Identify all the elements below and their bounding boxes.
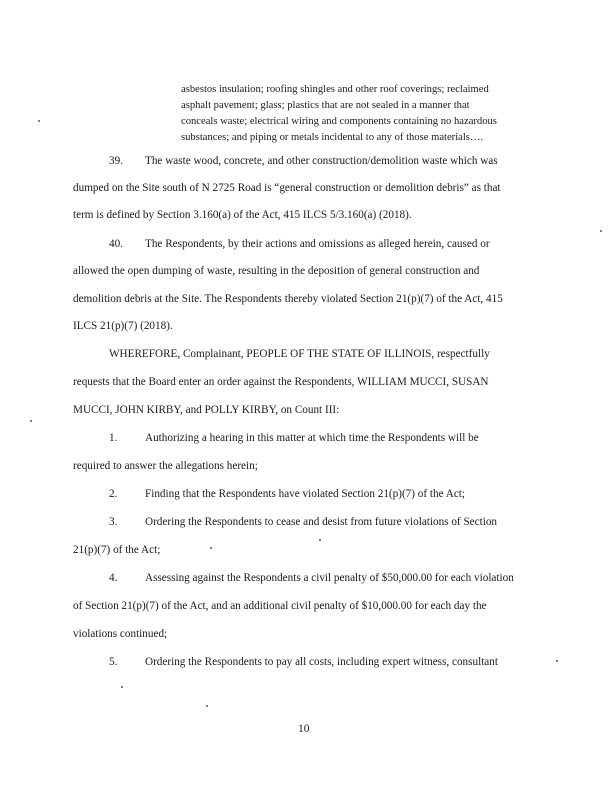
item-5-number: 5. [109,656,118,668]
item-3-number: 3. [109,516,118,528]
item-3-line: 21(p)(7) of the Act; [73,544,161,556]
scan-speck [206,705,208,707]
paragraph-39-line: dumped on the Site south of N 2725 Road is “general construction or demolition debris” as that [73,182,501,194]
item-2-line: Finding that the Respondents have violated Section 21(p)(7) of the Act; [145,488,466,500]
item-1-number: 1. [109,432,118,444]
quote-line: conceals waste; electrical wiring and components containing no hazardous [181,116,497,127]
paragraph-39-line: The waste wood, concrete, and other construction/demolition waste which was [145,155,498,167]
paragraph-40-line: demolition debris at the Site. The Respondents thereby violated Section 21(p)(7) of the Act, 415 [73,293,503,305]
scan-speck [38,120,40,122]
wherefore-line: MUCCI, JOHN KIRBY, and POLLY KIRBY, on Count III: [73,404,340,416]
item-1-line: required to answer the allegations herein; [73,460,258,472]
paragraph-39-number: 39. [109,155,123,167]
page-number: 10 [298,723,310,735]
scan-speck [30,420,32,422]
item-4-line: of Section 21(p)(7) of the Act, and an additional civil penalty of $10,000.00 for each day the [73,600,487,612]
paragraph-39-line: term is defined by Section 3.160(a) of the Act, 415 ILCS 5/3.160(a) (2018). [73,209,412,221]
item-2-number: 2. [109,488,118,500]
paragraph-40-line: ILCS 21(p)(7) (2018). [73,320,173,332]
paragraph-40-line: The Respondents, by their actions and omissions as alleged herein, caused or [145,238,490,250]
item-4-line: Assessing against the Respondents a civil penalty of $50,000.00 for each violation [145,572,514,584]
paragraph-40-number: 40. [109,238,123,250]
scan-speck [556,660,558,662]
wherefore-line: requests that the Board enter an order against the Respondents, WILLIAM MUCCI, SUSAN [73,376,489,388]
item-4-line: violations continued; [73,628,168,640]
item-4-number: 4. [109,572,118,584]
item-3-line: Ordering the Respondents to cease and desist from future violations of Section [145,516,498,528]
paragraph-40-line: allowed the open dumping of waste, resulting in the deposition of general construction and [73,265,480,277]
scan-speck [210,547,212,549]
quote-line: asbestos insulation; roofing shingles and other roof coverings; reclaimed [181,84,489,95]
scan-speck [600,230,602,232]
item-1-line: Authorizing a hearing in this matter at which time the Respondents will be [145,432,479,444]
scan-speck [121,686,123,688]
block-quote [181,82,543,146]
scan-speck [319,539,321,541]
wherefore-line: WHEREFORE, Complainant, PEOPLE OF THE STATE OF ILLINOIS, respectfully [109,348,490,360]
quote-line: substances; and piping or metals incidental to any of those materials…. [181,132,484,143]
item-5-line: Ordering the Respondents to pay all costs, including expert witness, consultant [145,656,498,668]
quote-line: asphalt pavement; glass; plastics that are not sealed in a manner that [181,100,470,111]
